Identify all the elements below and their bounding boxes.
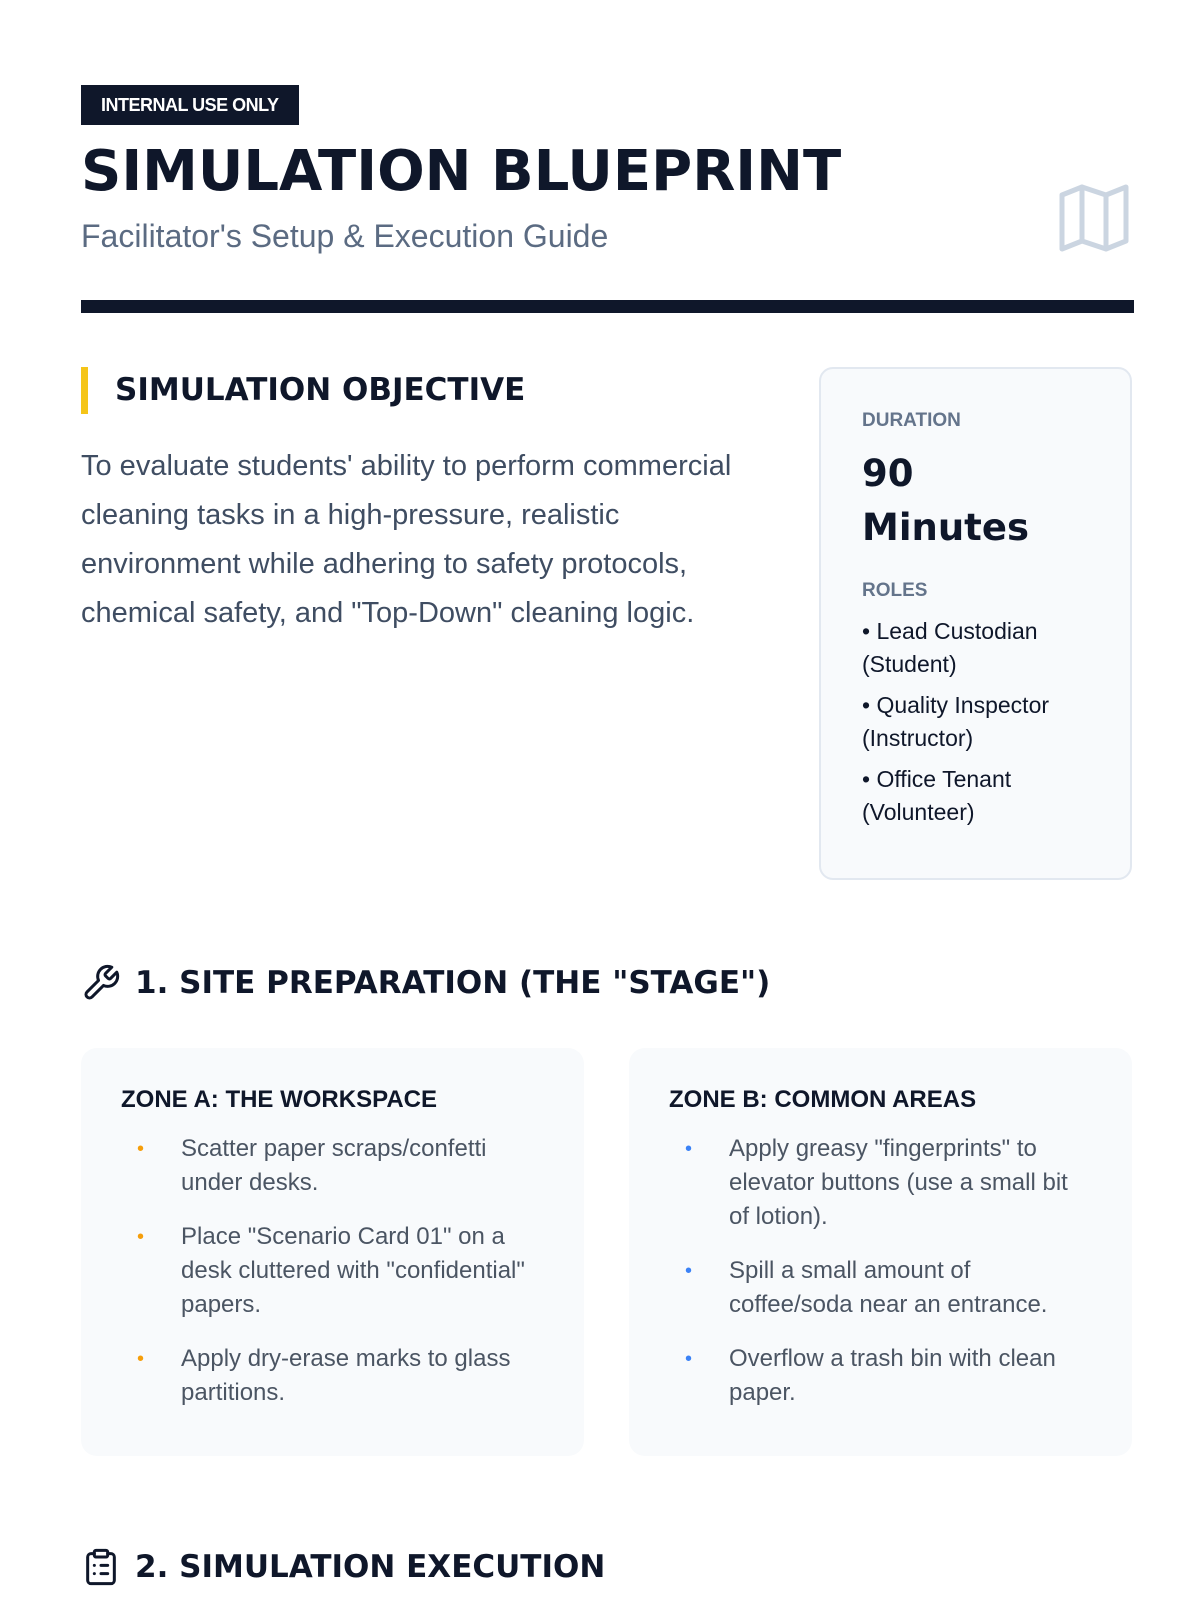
role-item: • Office Tenant (Volunteer) — [862, 766, 1012, 825]
section-simulation-execution-heading — [81, 1542, 605, 1592]
bullet-icon: • — [137, 1226, 145, 1248]
section-title: 2. SIMULATION EXECUTION — [135, 1549, 606, 1585]
page-title: SIMULATION BLUEPRINT — [81, 139, 842, 204]
list-item-text: Apply dry-erase marks to glass partitions. — [181, 1345, 511, 1406]
zone-card-workspace — [81, 1048, 584, 1456]
duration-label: DURATION — [862, 410, 961, 431]
zone-task-list — [121, 1132, 544, 1410]
zone-task-list — [669, 1132, 1092, 1410]
section-title: 1. SITE PREPARATION (THE "STAGE") — [135, 965, 771, 1001]
bullet-icon: • — [137, 1138, 145, 1160]
zone-card-common-areas — [629, 1048, 1132, 1456]
wrench-icon — [81, 963, 121, 1003]
list-item — [121, 1220, 544, 1322]
role-item: • Quality Inspector (Instructor) — [862, 692, 1050, 751]
clipboard-icon — [81, 1547, 121, 1587]
objective-heading: SIMULATION OBJECTIVE — [81, 367, 525, 414]
roles-label: ROLES — [862, 580, 928, 601]
list-item-text: Overflow a trash bin with clean paper. — [729, 1345, 1056, 1406]
roles-list — [862, 615, 1102, 829]
role-item: • Lead Custodian (Student) — [862, 618, 1038, 677]
objective-text: To evaluate students' ability to perform commercial cleaning tasks in a high-pressure, realistic environment while adhering to safety protocols, chemical safety, and "Top-Down" cleaning logic. — [81, 450, 732, 629]
list-item — [121, 1342, 544, 1410]
list-item — [669, 1342, 1092, 1410]
bullet-icon: • — [137, 1348, 145, 1370]
map-icon — [1058, 183, 1130, 253]
duration-value: 90 Minutes — [862, 452, 1029, 549]
bullet-icon: • — [685, 1260, 693, 1282]
zone-title: ZONE B: COMMON AREAS — [669, 1086, 977, 1113]
list-item — [121, 1132, 544, 1200]
details-card — [819, 367, 1132, 880]
list-item-text: Apply greasy "fingerprints" to elevator buttons (use a small bit of lotion). — [729, 1135, 1068, 1230]
header-divider — [81, 300, 1134, 313]
internal-use-tag: INTERNAL USE ONLY — [81, 85, 299, 125]
zone-title: ZONE A: THE WORKSPACE — [121, 1086, 437, 1113]
page-subtitle: Facilitator's Setup & Execution Guide — [81, 218, 609, 254]
list-item — [669, 1132, 1092, 1234]
list-item-text: Spill a small amount of coffee/soda near an entrance. — [729, 1257, 1048, 1318]
list-item-text: Scatter paper scraps/confetti under desks. — [181, 1135, 487, 1196]
bullet-icon: • — [685, 1348, 693, 1370]
section-site-preparation-heading — [81, 958, 770, 1008]
bullet-icon: • — [685, 1138, 693, 1160]
list-item — [669, 1254, 1092, 1322]
list-item-text: Place "Scenario Card 01" on a desk cluttered with "confidential" papers. — [181, 1223, 525, 1318]
